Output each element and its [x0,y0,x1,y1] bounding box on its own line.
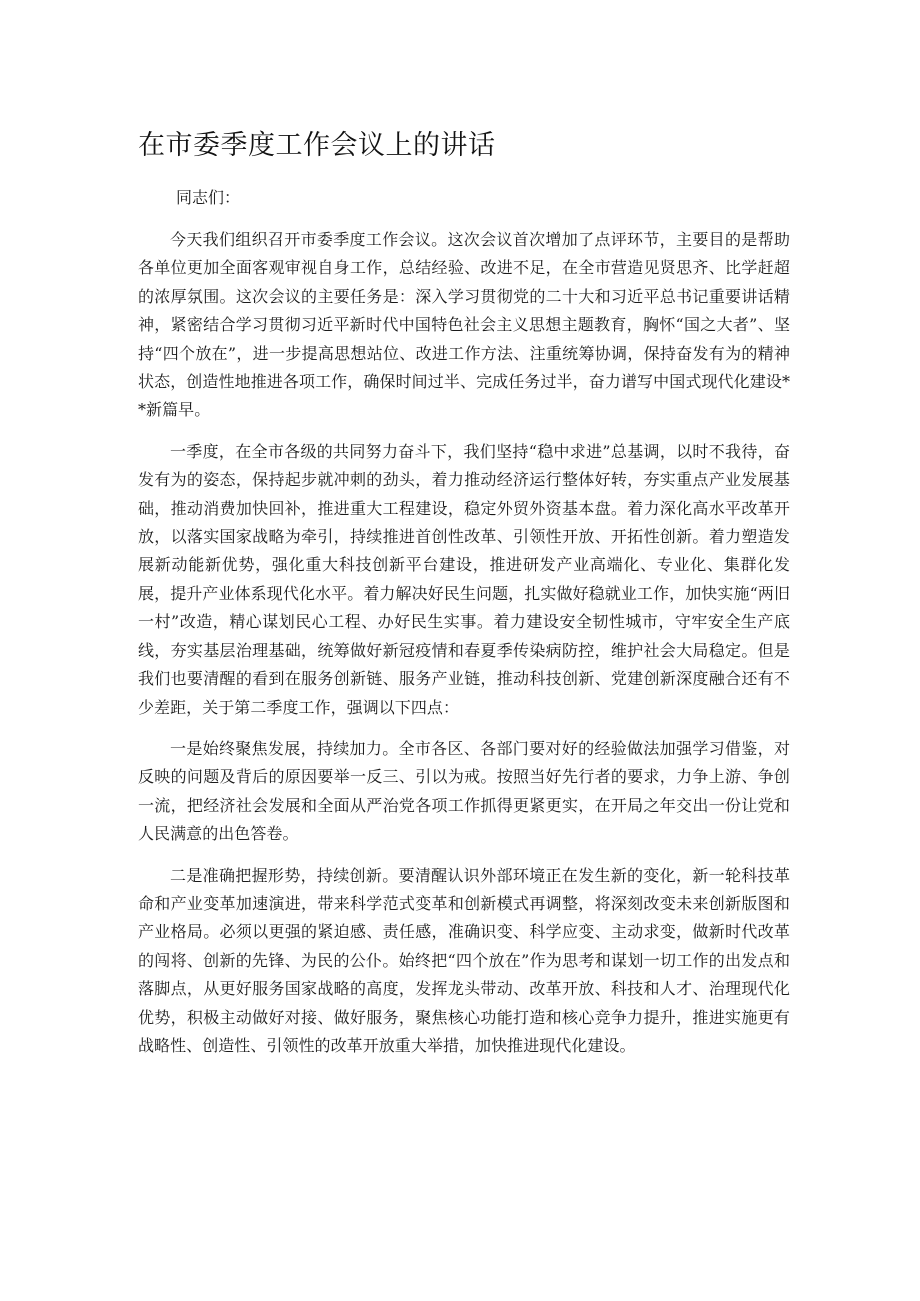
document-title: 在市委季度工作会议上的讲话 [138,130,496,161]
paragraph-point-two: 二是准确把握形势，持续创新。要清醒认识外部环境正在发生新的变化，新一轮科技革命和产业变革加速演进，带来科学范式变革和创新模式再调整，将深刻改变未来创新版图和产业格局。必须以更强的紧迫感、责任感，准确识变、科学应变、主动求变，做新时代改革的闯将、创新的先锋、为民的公仆。始终把“四个放在”作为思考和谋划一切工作的出发点和落脚点，从更好服务国家战略的高度，发挥龙头带动、改革开放、科技和人才、治理现代化优势，积极主动做好对接、做好服务，聚焦核心功能打造和核心竞争力提升，推进实施更有战略性、创造性、引领性的改革开放重大举措，加快推进现代化建设。 [138,865,790,1055]
document-body [138,226,790,1073]
salutation: 同志们： [176,188,241,207]
paragraph-first-quarter-review: 一季度，在全市各级的共同努力奋斗下，我们坚持“稳中求进”总基调，以时不我待，奋发有为的姿态，保持起步就冲刺的劲头，着力推动经济运行整体好转，夯实重点产业发展基础，推动消费加快回补，推进重大工程建设，稳定外贸外资基本盘。着力深化高水平改革开放，以落实国家战略为牵引，持续推进首创性改革、引领性开放、开拓性创新。着力塑造发展新动能新优势，强化重大科技创新平台建设，推进研发产业高端化、专业化、集群化发展，提升产业体系现代化水平。着力解决好民生问题，扎实做好稳就业工作，加快实施“两旧一村”改造，精心谋划民心工程、办好民生实事。着力建设安全韧性城市，守牢安全生产底线，夯实基层治理基础，统筹做好新冠疫情和春夏季传染病防控，维护社会大局稳定。但是我们也要清醒的看到在服务创新链、服务产业链，推动科技创新、党建创新深度融合还有不少差距，关于第二季度工作，强调以下四点： [138,441,790,717]
paragraph-opening: 今天我们组织召开市委季度工作会议。这次会议首次增加了点评环节，主要目的是帮助各单位更加全面客观审视自身工作，总结经验、改进不足，在全市营造见贤思齐、比学赶超的浓厚氛围。这次会议的主要任务是：深入学习贯彻党的二十大和习近平总书记重要讲话精神，紧密结合学习贯彻习近平新时代中国特色社会主义思想主题教育，胸怀“国之大者”、坚持“四个放在”，进一步提高思想站位、改进工作方法、注重统筹协调，保持奋发有为的精神状态，创造性地推进各项工作，确保时间过半、完成任务过半，奋力谱写中国式现代化建设**新篇早。 [138,230,790,420]
paragraph-point-one: 一是始终聚焦发展，持续加力。全市各区、各部门要对好的经验做法加强学习借鉴，对反映的问题及背后的原因要举一反三、引以为戒。按照当好先行者的要求，力争上游、争创一流，把经济社会发展和全面从严治党各项工作抓得更紧更实，在开局之年交出一份让党和人民满意的出色答卷。 [138,738,790,844]
